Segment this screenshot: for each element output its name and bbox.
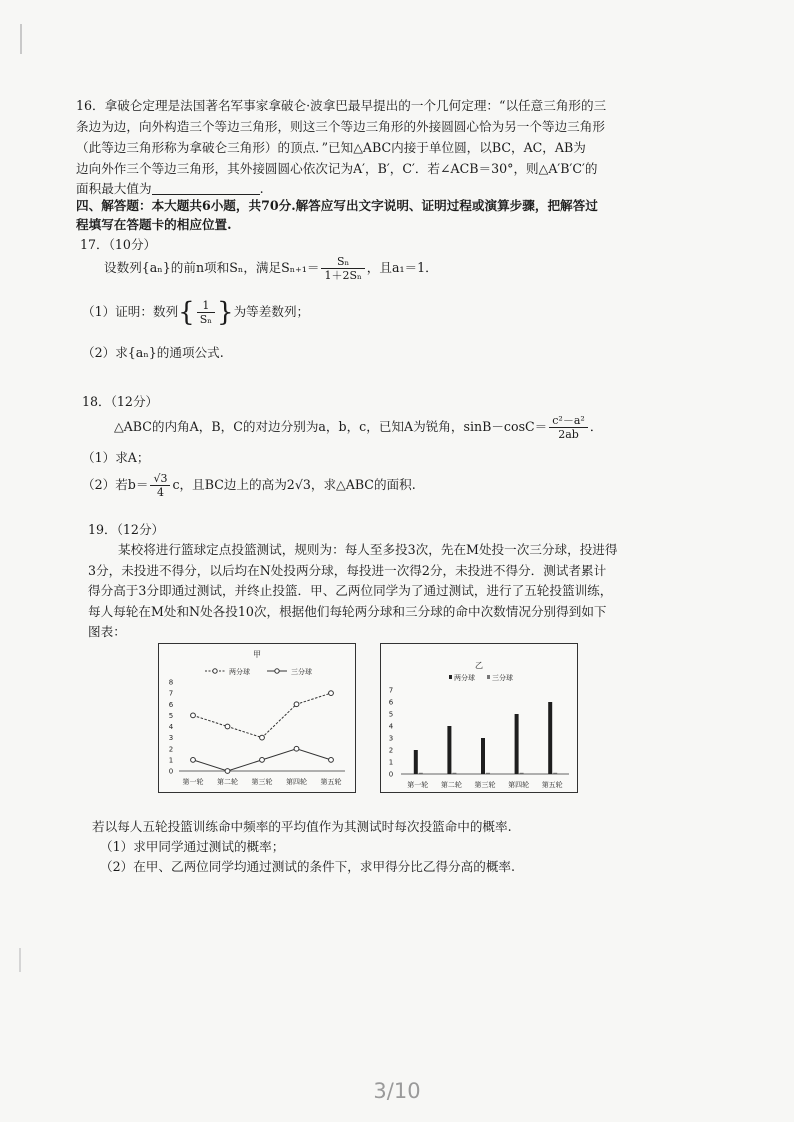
data-point: [329, 691, 334, 696]
scan-edge-mark: [19, 948, 21, 972]
q19-line-5: 图表：: [88, 624, 126, 639]
fraction-denominator: Sₙ: [199, 313, 213, 326]
q19-line-1: 某校将进行篮球定点投篮测试，规则为：每人至多投3次，先在M处投一次三分球，投进得: [118, 542, 618, 557]
q19-line-3: 得分高于3分即通过测试，并终止投篮．甲、乙两位同学为了通过测试，进行了五轮投篮训练，: [88, 583, 613, 598]
y-tick-label: 4: [168, 723, 174, 731]
q17-fraction: [321, 255, 364, 282]
x-tick-label: 第三轮: [474, 781, 496, 789]
x-tick-label: 第五轮: [320, 778, 342, 786]
fraction-denominator: 2ab: [558, 428, 579, 441]
x-tick-label: 第四轮: [508, 781, 530, 789]
x-tick-label: 第五轮: [541, 781, 563, 789]
q17-stem-text-end: ，且a₁＝1．: [366, 260, 438, 275]
q16-line-2: 条边为边，向外构造三个等边三角形，则这三个等边三角形的外接圆圆心恰为另一个等边三角形: [76, 119, 605, 134]
answer-blank: [152, 181, 260, 195]
q18-part-1: （1）求A；: [82, 450, 150, 465]
legend-label: 两分球: [229, 668, 250, 676]
bar-two-point: [447, 726, 451, 774]
q18-part-2-fraction: [150, 472, 170, 499]
y-tick-label: 5: [168, 711, 174, 720]
fraction-numerator: Sₙ: [321, 255, 364, 269]
q16-line-4: 边向外作三个等边三角形，其外接圆圆心依次记为A′，B′，C′．若∠ACB＝30°，则△A′B′C′的: [76, 161, 598, 176]
data-point: [294, 702, 299, 707]
y-tick-label: 2: [168, 745, 174, 754]
y-tick-label: 1: [388, 758, 394, 767]
bar-three-point: [452, 773, 456, 774]
x-tick-label: 第四轮: [286, 778, 307, 786]
q18-stem-text: △ABC的内角A，B，C的对边分别为a，b，c，已知A为锐角，sinB－cosC＝: [114, 419, 548, 434]
q17-header: 17．（10分）: [80, 237, 157, 252]
q18-fraction: [549, 414, 588, 441]
q17-stem-text: 设数列{aₙ}的前n项和Sₙ，满足Sₙ₊₁＝: [104, 260, 320, 275]
y-tick-label: 1: [168, 756, 174, 765]
legend-marker: [275, 669, 279, 673]
y-tick-label: 0: [168, 767, 174, 776]
bar-three-point: [553, 773, 557, 774]
bar-two-point: [548, 702, 552, 774]
data-point: [260, 735, 265, 740]
y-tick-label: 8: [168, 678, 174, 687]
y-tick-label: 2: [388, 746, 394, 755]
fraction-denominator: 1＋2Sₙ: [324, 269, 362, 282]
q19-part-2: （2）在甲、乙两位同学均通过测试的条件下，求甲得分比乙得分高的概率.: [100, 859, 516, 874]
chart-yi-svg: [381, 644, 577, 792]
bar-two-point: [414, 750, 418, 774]
q18-part-2-text-end: c，且BC边上的高为2√3，求△ABC的面积.: [172, 477, 416, 492]
q18-part-2: [82, 470, 416, 500]
x-tick-label: 第一轮: [407, 781, 429, 789]
q18-header: 18．（12分）: [82, 394, 159, 409]
q18-part-2-text: （2）若b＝: [82, 477, 149, 492]
q19-assumption: 若以每人五轮投篮训练命中频率的平均值作为其测试时每次投篮命中的概率.: [92, 819, 512, 834]
q19-part-1: （1）求甲同学通过测试的概率；: [100, 839, 285, 854]
page-number: 3/10: [373, 1079, 421, 1103]
q17-part-1: （1）证明：数列{ $\frac{1}{\text{Sₙ}}$ }为等差数列；: [82, 297, 310, 328]
fraction-numerator: √3: [150, 472, 170, 486]
section-4-heading: 四、解答题：本大题共6小题，共70分.解答应写出文字说明、证明过程或演算步骤，把解答过: [76, 198, 598, 213]
y-tick-label: 5: [388, 710, 394, 719]
chart-title: 甲: [253, 650, 261, 659]
legend-marker: [213, 669, 217, 673]
x-tick-label: 第二轮: [440, 781, 462, 789]
bar-two-point: [515, 714, 519, 774]
chart-yi: [380, 643, 578, 793]
q19-header: 19．（12分）: [88, 522, 165, 537]
bar-three-point: [520, 773, 524, 774]
q18-stem: [114, 412, 602, 442]
legend-label: 三分球: [492, 674, 513, 682]
q17-stem: [104, 254, 438, 282]
y-tick-label: 7: [168, 689, 174, 698]
data-point: [191, 713, 196, 718]
x-tick-label: 第二轮: [217, 778, 238, 786]
fraction-numerator: 1: [197, 299, 215, 313]
x-tick-label: 第一轮: [182, 778, 204, 786]
q16-line-1: 16．拿破仑定理是法国著名军事家拿破仑·波拿巴最早提出的一个几何定理：“以任意三角形的三: [76, 98, 607, 113]
data-point: [260, 757, 265, 762]
chart-jia: [158, 643, 356, 793]
q18-stem-text-end: ．: [589, 419, 603, 434]
q17-part-1-text: （1）证明：数列: [82, 304, 179, 319]
q17-part-2: （2）求{aₙ}的通项公式.: [82, 345, 224, 360]
legend-label: 两分球: [454, 674, 475, 682]
q17-part-1-fraction: [197, 299, 215, 326]
data-point: [294, 746, 299, 751]
series-line-two-point: [193, 693, 331, 738]
chart-title: 乙: [475, 661, 483, 670]
bar-three-point: [419, 773, 423, 774]
scan-edge-mark: [20, 24, 22, 54]
y-tick-label: 3: [168, 734, 174, 743]
legend-swatch: [487, 675, 490, 679]
fraction-numerator: c²－a²: [549, 414, 588, 428]
bar-two-point: [481, 738, 485, 774]
legend-label: 三分球: [291, 668, 312, 676]
q16-prompt: 面积最大值为: [76, 181, 152, 196]
data-point: [225, 769, 230, 774]
legend-swatch: [449, 675, 452, 679]
y-tick-label: 6: [388, 698, 394, 707]
y-tick-label: 0: [388, 770, 394, 779]
chart-jia-svg: [159, 644, 355, 792]
data-point: [225, 724, 230, 729]
q19-line-4: 每人每轮在M处和N处各投10次，根据他们每轮两分球和三分球的命中次数情况分别得到如下: [88, 604, 607, 619]
data-point: [191, 757, 196, 762]
data-point: [329, 757, 334, 762]
fraction-denominator: 4: [156, 486, 164, 499]
section-4-heading-cont: 程填写在答题卡的相应位置.: [76, 217, 232, 232]
q16-line-3: （此等边三角形称为拿破仑三角形）的顶点．”已知△ABC内接于单位圆，以BC，AC，AB为: [76, 140, 586, 155]
q16-line-5: 面积最大值为 .: [76, 181, 264, 196]
q19-line-2: 3分，未投进不得分，以后均在N处投两分球，每投进一次得2分，未投进不得分．测试者累计: [88, 563, 607, 578]
x-tick-label: 第三轮: [251, 778, 273, 786]
bar-three-point: [486, 773, 490, 774]
y-tick-label: 6: [168, 700, 174, 709]
q17-part-1-text-end: 为等差数列；: [233, 304, 310, 319]
y-tick-label: 4: [388, 722, 394, 731]
y-tick-label: 3: [388, 734, 394, 743]
y-tick-label: 7: [388, 686, 394, 695]
